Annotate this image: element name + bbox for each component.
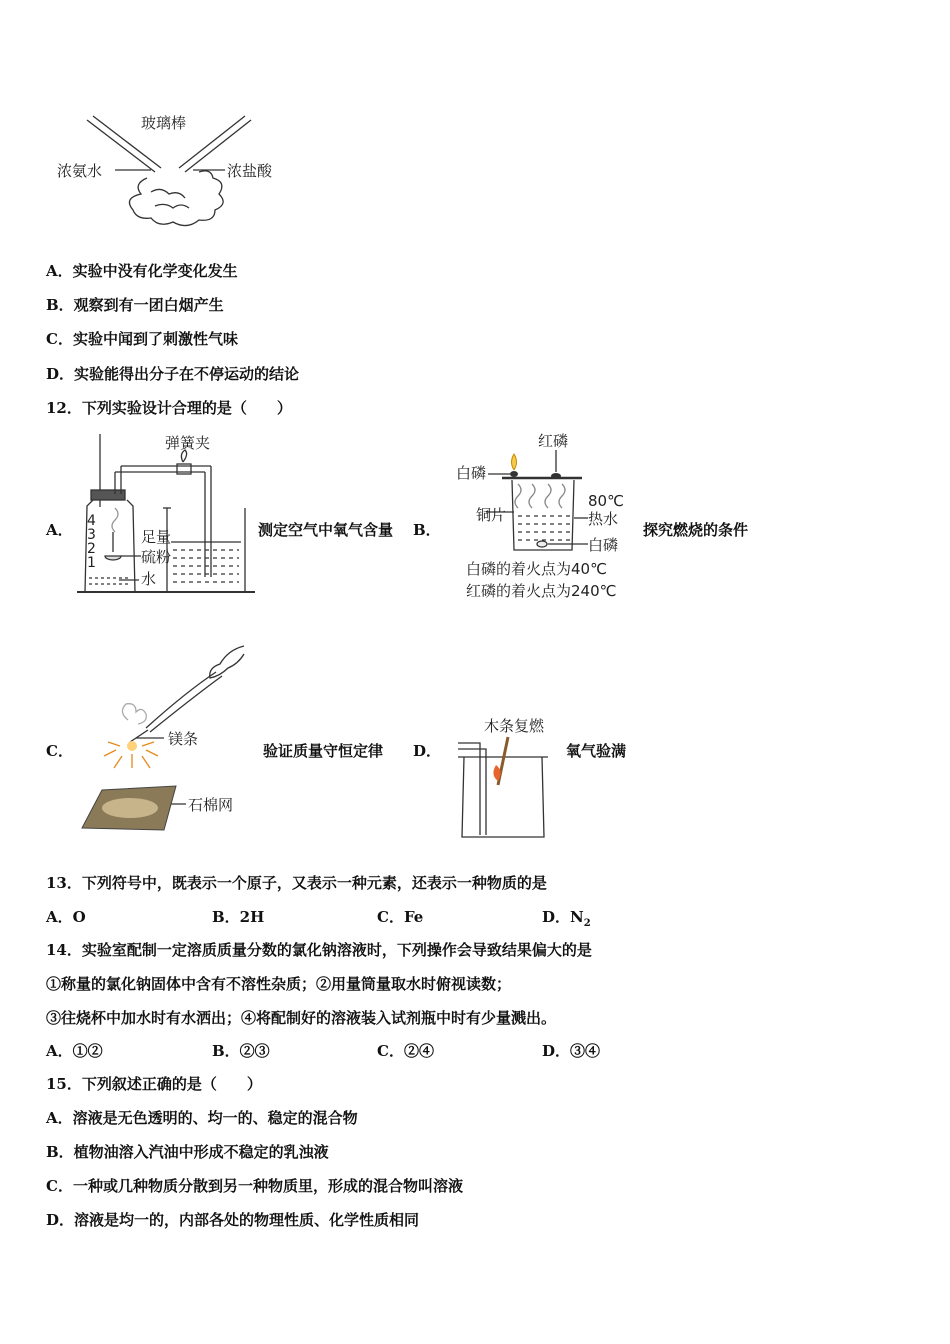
figure-mg-burning xyxy=(76,642,256,834)
figure-glass-rods xyxy=(55,108,295,233)
q14-statement-2: ③往烧杯中加水时有水洒出；④将配制好的溶液装入试剂瓶中时有少量溅出。 xyxy=(46,1009,557,1027)
stick-label: 木条复燃 xyxy=(484,717,545,735)
q13-option-d: D．N xyxy=(542,908,584,926)
q13-option-c: C．Fe xyxy=(377,908,424,926)
mark-1: 1 xyxy=(87,555,96,571)
red-p-label: 红磷 xyxy=(538,432,569,450)
red-p-ignition: 红磷的着火点为240℃ xyxy=(466,582,617,600)
temp-label: 80℃ xyxy=(588,492,624,510)
q15-option-c: C．一种或几种物质分散到另一种物质里，形成的混合物叫溶液 xyxy=(46,1177,463,1195)
enough-label: 足量 xyxy=(141,528,172,546)
q14-option-d: D．③④ xyxy=(542,1042,601,1060)
q14-statement-1: ①称量的氯化钠固体中含有不溶性杂质；②用量筒量取水时俯视读数； xyxy=(46,975,512,993)
q12-c-letter: C． xyxy=(46,742,73,760)
q11-option-c: C．实验中闻到了刺激性气味 xyxy=(46,330,238,348)
mark-3: 3 xyxy=(87,527,96,543)
q12-b-caption: 探究燃烧的条件 xyxy=(643,521,749,539)
copper-label: 铜片 xyxy=(476,506,507,524)
white-p-ignition: 白磷的着火点为40℃ xyxy=(466,560,607,578)
q15-option-b: B．植物油溶入汽油中形成不稳定的乳浊液 xyxy=(46,1143,329,1161)
q11-option-d: D．实验能得出分子在不停运动的结论 xyxy=(46,365,300,383)
white-p-bottom-label: 白磷 xyxy=(588,536,619,554)
q12-a-caption: 测定空气中氧气含量 xyxy=(258,521,394,539)
q13-option-b: B．2H xyxy=(212,908,265,926)
q11-option-a: A．实验中没有化学变化发生 xyxy=(46,262,238,280)
q15-option-a: A．溶液是无色透明的、均一的、稳定的混合物 xyxy=(46,1109,358,1127)
white-p-top-label: 白磷 xyxy=(456,464,487,482)
q12-stem: 12．下列实验设计合理的是（ ） xyxy=(46,399,292,417)
clip-label: 弹簧夹 xyxy=(165,434,211,452)
q14-option-a: A．①② xyxy=(46,1042,103,1060)
mg-label: 镁条 xyxy=(168,730,199,748)
mark-4: 4 xyxy=(87,513,96,529)
q13-option-d-subscript: 2 xyxy=(583,918,591,929)
q12-d-caption: 氧气验满 xyxy=(566,742,627,760)
figure-oxygen-check xyxy=(450,713,570,841)
hcl-label: 浓盐酸 xyxy=(227,162,273,180)
q12-a-letter: A． xyxy=(46,521,73,539)
figure-combustion xyxy=(452,430,642,602)
rod-label: 玻璃棒 xyxy=(141,114,187,132)
water-label: 水 xyxy=(141,570,157,588)
q13-option-d-wrap xyxy=(542,906,591,929)
q14-option-c: C．②④ xyxy=(377,1042,434,1060)
q12-c-caption: 验证质量守恒定律 xyxy=(263,742,384,760)
q14-stem: 14．实验室配制一定溶质质量分数的氯化钠溶液时，下列操作会导致结果偏大的是 xyxy=(46,941,592,959)
hot-water-label: 热水 xyxy=(588,510,619,528)
q15-stem: 15．下列叙述正确的是（ ） xyxy=(46,1075,262,1093)
q11-option-b: B．观察到有一团白烟产生 xyxy=(46,296,224,314)
q15-option-d: D．溶液是均一的，内部各处的物理性质、化学性质相同 xyxy=(46,1211,420,1229)
q13-option-a: A．O xyxy=(46,908,86,926)
sulfur-label: 硫粉 xyxy=(141,548,172,566)
q12-d-letter: D． xyxy=(413,742,442,760)
ammonia-label: 浓氨水 xyxy=(57,162,103,180)
q14-option-b: B．②③ xyxy=(212,1042,270,1060)
q12-b-letter: B． xyxy=(413,521,441,539)
mark-2: 2 xyxy=(87,541,96,557)
q13-stem: 13．下列符号中，既表示一个原子，又表示一种元素，还表示一种物质的是 xyxy=(46,874,547,892)
gauze-label: 石棉网 xyxy=(188,796,234,814)
figure-oxygen-measure xyxy=(75,432,260,597)
